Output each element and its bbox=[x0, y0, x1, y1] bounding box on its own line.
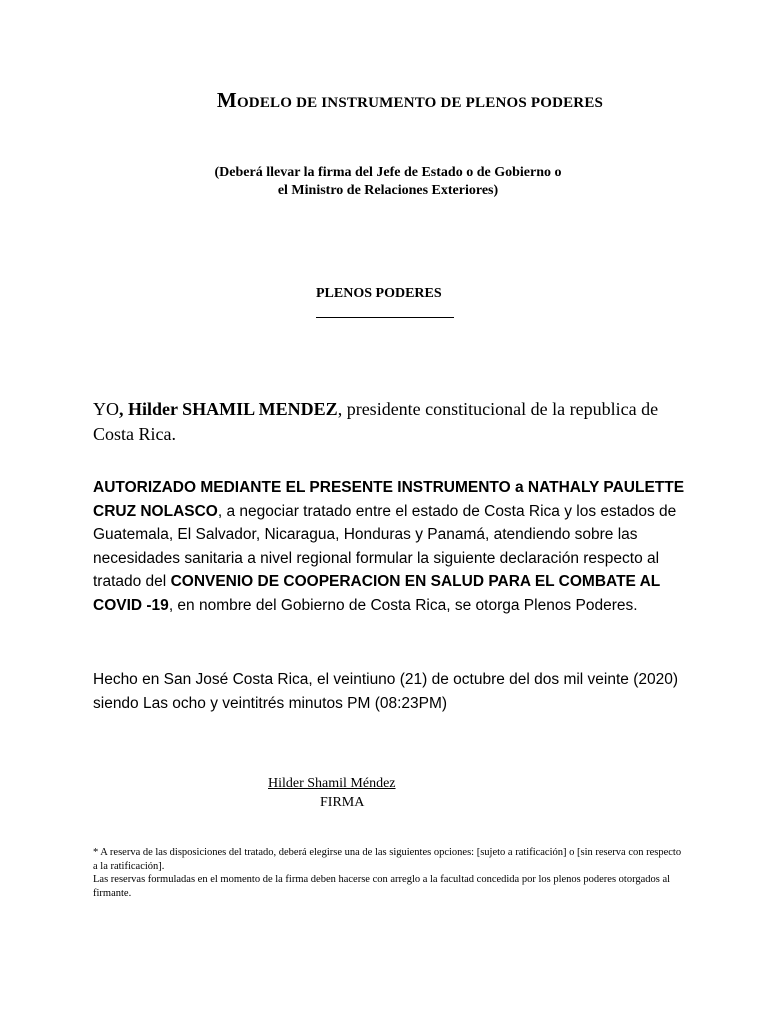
authorization-text-2: , en nombre del Gobierno de Costa Rica, se otorga Plenos Poderes. bbox=[168, 596, 638, 614]
signature-name: Hilder Shamil Méndez bbox=[268, 776, 396, 791]
intro-name: , Hilder SHAMIL MENDEZ bbox=[119, 399, 338, 419]
title-initial: M bbox=[216, 88, 237, 112]
signature-note bbox=[0, 164, 768, 200]
authorization-bold-1: AUTORIZADO MEDIANTE EL PRESENTE INSTRUMENTO a NATHALY PAULETTE CRUZ NOLASCO bbox=[93, 479, 685, 520]
signature-note-line2: el Ministro de Relaciones Exteriores) bbox=[277, 183, 499, 198]
document-title bbox=[0, 88, 768, 113]
authorization-paragraph bbox=[93, 476, 689, 617]
title-rest: ODELO DE INSTRUMENTO DE PLENOS PODERES bbox=[236, 95, 604, 111]
authorization-bold-2: CONVENIO DE COOPERACION EN SALUD PARA EL COMBATE AL COVID -19 bbox=[93, 573, 660, 614]
footnote-line2: Las reservas formuladas en el momento de la firma deben hacerse con arreglo a la facultad concedida por los plenos poderes otorgados al firmante. bbox=[93, 874, 671, 899]
authorization-text-1: , a negociar tratado entre el estado de Costa Rica y los estados de Guatemala, El Salvador, Nicaragua, Honduras y Panamá, atendiendo sobre las necesidades sanitaria a nivel regional formular la siguiente declaración respecto al tratado del bbox=[93, 502, 677, 590]
intro-paragraph bbox=[93, 397, 693, 447]
signature-label: FIRMA bbox=[320, 795, 365, 810]
footnote-line1: * A reserva de las disposiciones del tratado, deberá elegirse una de las siguientes opciones: [sujeto a ratificación] o [sin reserva con respecto a la ratificación]. bbox=[93, 847, 682, 872]
date-paragraph: Hecho en San José Costa Rica, el veintiuno (21) de octubre del dos mil veinte (2020) siendo Las ocho y veintitrés minutos PM (08:23PM) bbox=[93, 671, 679, 712]
footnote bbox=[93, 846, 685, 900]
heading-underline bbox=[316, 317, 454, 318]
intro-rest: , presidente constitucional de la republica de Costa Rica. bbox=[93, 399, 659, 444]
signature-note-line1: (Deberá llevar la firma del Jefe de Estado o de Gobierno o bbox=[214, 165, 562, 180]
section-heading: PLENOS PODERES bbox=[316, 286, 442, 301]
intro-prefix: YO bbox=[93, 399, 119, 419]
